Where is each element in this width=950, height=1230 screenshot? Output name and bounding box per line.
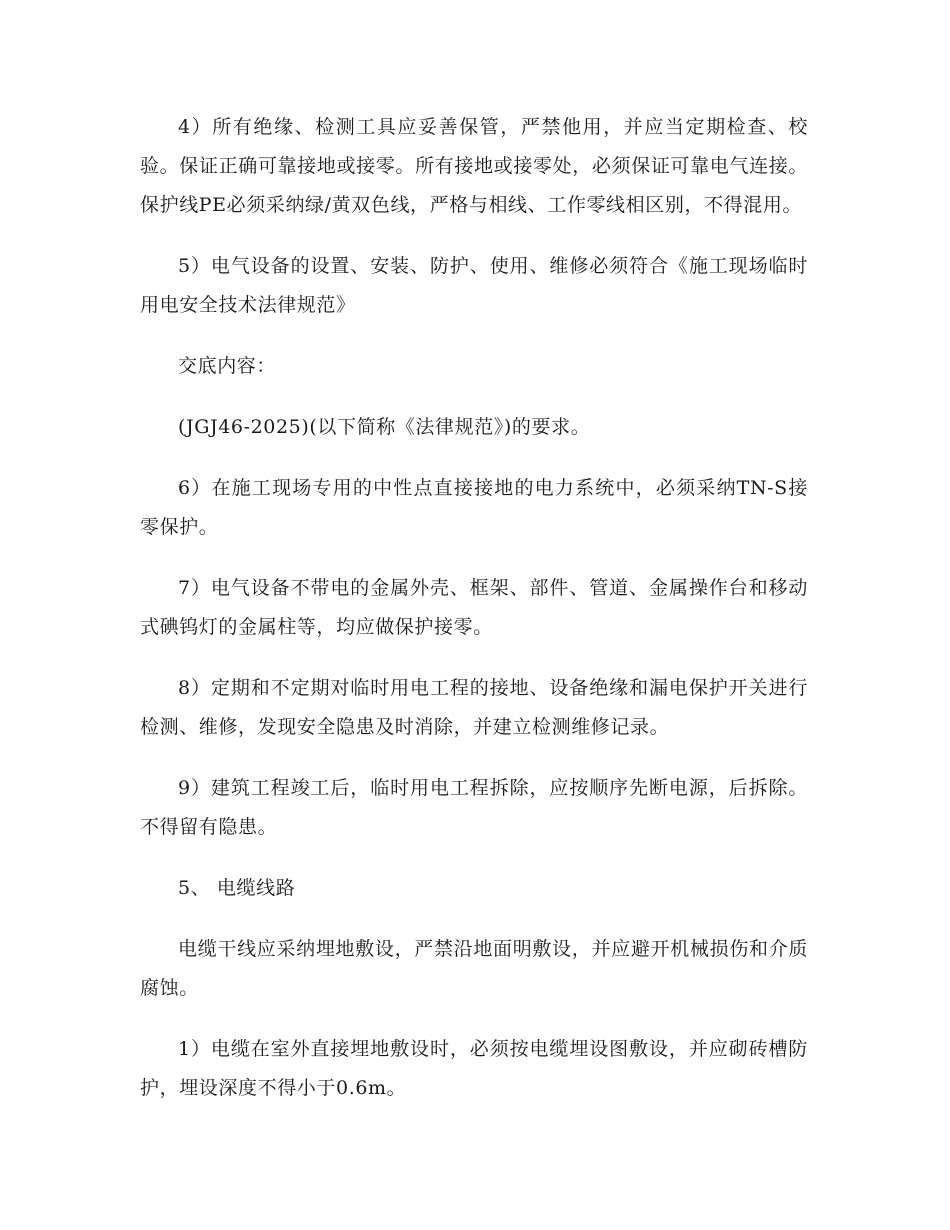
paragraph-cable-burial: 1）电缆在室外直接埋地敷设时，必须按电缆埋设图敷设，并应砌砖槽防护，埋设深度不得小于0.6m。 bbox=[140, 1038, 808, 1099]
paragraph-periodic-inspection: 8）定期和不定期对临时用电工程的接地、设备绝缘和漏电保护开关进行检测、维修，发现安全隐患及时消除，并建立检测维修记录。 bbox=[140, 677, 808, 738]
paragraph-tools-inspection: 4）所有绝缘、检测工具应妥善保管，严禁他用，并应当定期检查、校验。保证正确可靠接地或接零。所有接地或接零处，必须保证可靠电气连接。保护线PE必须采纳绿/黄双色线，严格与相线、工作零线相区别，不得混用。 bbox=[140, 116, 808, 216]
paragraph-cable-trunk: 电缆干线应采纳埋地敷设，严禁沿地面明敷设，并应避开机械损伤和介质腐蚀。 bbox=[140, 938, 808, 999]
paragraph-dismantling: 9）建筑工程竣工后，临时用电工程拆除，应按顺序先断电源，后拆除。不得留有隐患。 bbox=[140, 777, 808, 838]
paragraph-protective-grounding: 7）电气设备不带电的金属外壳、框架、部件、管道、金属操作台和移动式碘钨灯的金属柱等，均应做保护接零。 bbox=[140, 577, 808, 638]
section-heading-cable-lines: 5、 电缆线路 bbox=[178, 877, 296, 899]
paragraph-tns-protection: 6）在施工现场专用的中性点直接接地的电力系统中，必须采纳TN-S接零保护。 bbox=[140, 477, 808, 538]
paragraph-equipment-standard: 5）电气设备的设置、安装、防护、使用、维修必须符合《施工现场临时用电安全技术法律规范》 bbox=[140, 255, 808, 316]
paragraph-standard-code: (JGJ46-2025)(以下简称《法律规范》)的要求。 bbox=[178, 416, 591, 438]
paragraph-briefing-label: 交底内容： bbox=[178, 355, 277, 377]
document-page bbox=[140, 108, 808, 1108]
